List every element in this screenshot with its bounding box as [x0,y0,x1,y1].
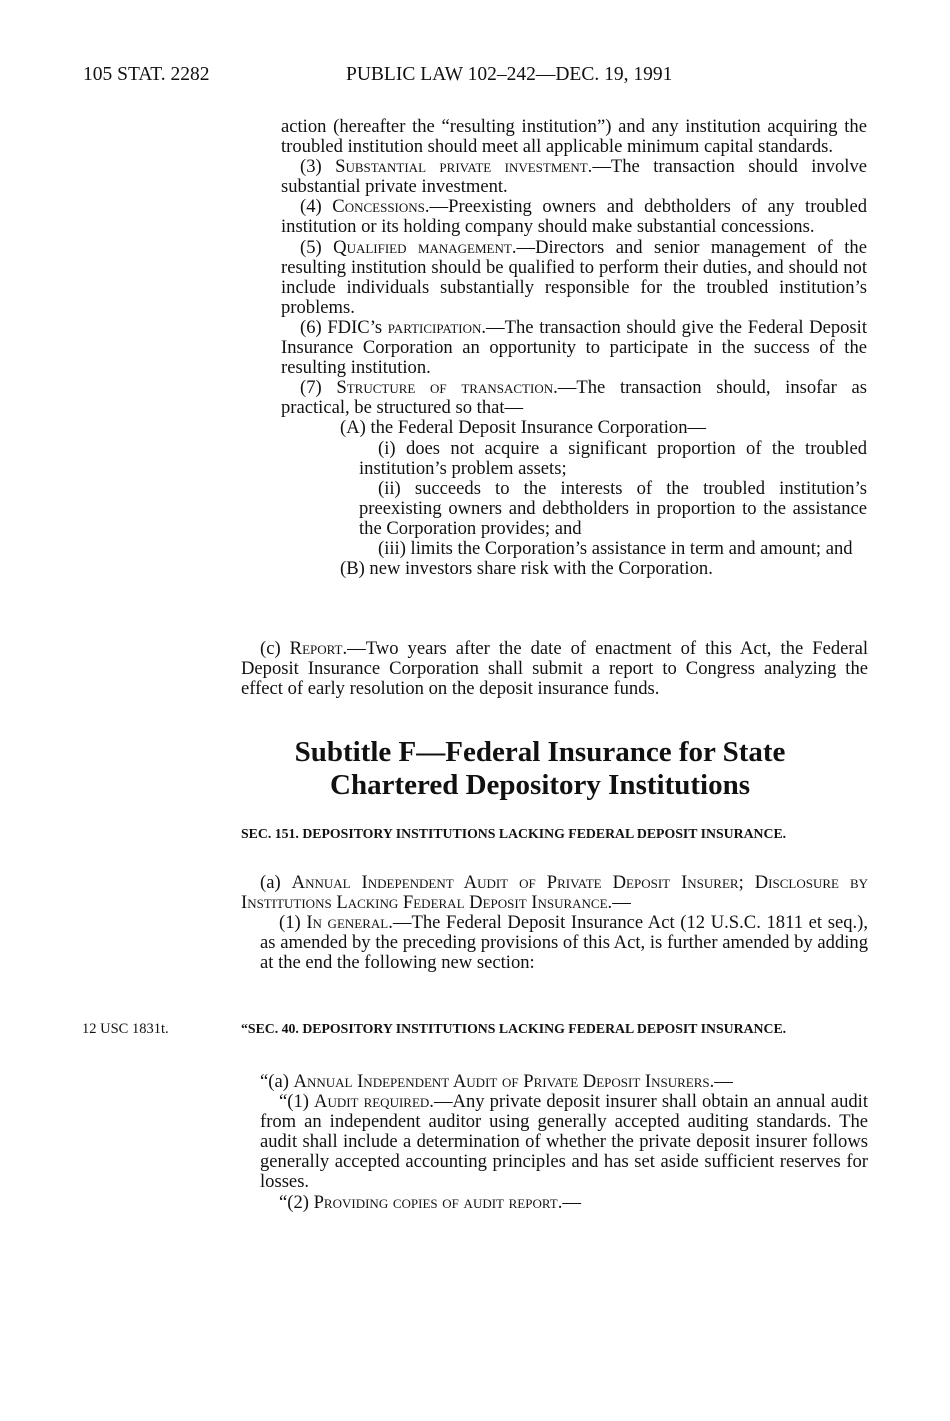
continued-text: action (hereafter the “resulting institution”) and any institution acquiring the troubled institution should meet all applicable minimum capital standards. [281,116,867,158]
paragraph-3: (3) Substantial private investment.—The transaction should involve substantial private investment. [281,156,867,198]
subtitle-heading [190,736,890,802]
subsection-c-report: (c) Report.—Two years after the date of enactment of this Act, the Federal Deposit Insurance Corporation shall submit a report to Congress analyzing the effect of early resolution on the deposit insurance funds. [241,638,868,700]
paragraph-4: (4) Concessions.—Preexisting owners and debtholders of any troubled institution or its holding company should make substantial concessions. [281,196,867,238]
paragraph-1-in-general: (1) In general.—The Federal Deposit Insurance Act (12 U.S.C. 1811 et seq.), as amended by the preceding provisions of this Act, is further amended by adding at the end the following new section: [260,912,868,974]
clause-iii: (iii) limits the Corporation’s assistance in term and amount; and [378,537,853,559]
section-continuation [281,117,867,579]
clause-ii: (ii) succeeds to the interests of the troubled institution’s preexisting owners and debtholders in proportion to the assistance the Corporation provides; and [359,477,867,539]
paragraph-6: (6) FDIC’s participation.—The transaction should give the Federal Deposit Insurance Corporation an opportunity to participate in the success of the resulting institution. [281,316,867,379]
margin-citation: 12 USC 1831t. [82,1021,169,1037]
sec40-paragraph-1: “(1) Audit required.—Any private deposit insurer shall obtain an annual audit from an independent auditor using generally accepted auditing standards. The audit shall include a determination of whether the private deposit insurer follows generally accepted accounting principles and has set aside sufficient reserves for losses. [260,1091,868,1193]
subparagraph-a: (A) the Federal Deposit Insurance Corporation— [340,417,707,439]
section-151-body [241,873,868,973]
running-title: PUBLIC LAW 102–242—DEC. 19, 1991 [346,64,673,85]
sec40-paragraph-2-heading: “(2) Providing copies of audit report.— [279,1191,581,1213]
section-151-heading: SEC. 151. DEPOSITORY INSTITUTIONS LACKING FEDERAL DEPOSIT INSURANCE. [241,826,787,841]
clause-i: (i) does not acquire a significant proportion of the troubled institution’s problem assets; [359,437,867,479]
subtitle-line-1: Subtitle F—Federal Insurance for State [294,736,786,768]
paragraph-7: (7) Structure of transaction.—The transaction should, insofar as practical, be structured so that— [281,377,867,419]
subtitle-line-2: Chartered Depository Institutions [330,769,750,801]
section-40-body [241,1072,868,1213]
paragraph-5: (5) Qualified management.—Directors and senior management of the resulting institution should be qualified to perform their duties, and should not include individuals substantially responsible for the troubled institution’s problems. [281,236,867,318]
subsection-a-heading: (a) Annual Independent Audit of Private Deposit Insurer; Disclosure by Institutions Lacking Federal Deposit Insurance.— [241,872,868,914]
sec40-subsection-a-heading: “(a) Annual Independent Audit of Private Deposit Insurers.— [260,1071,733,1092]
section-40-heading: “SEC. 40. DEPOSITORY INSTITUTIONS LACKING FEDERAL DEPOSIT INSURANCE. [241,1021,787,1036]
subparagraph-b: (B) new investors share risk with the Corporation. [340,558,713,580]
page-reference: 105 STAT. 2282 [83,64,210,85]
